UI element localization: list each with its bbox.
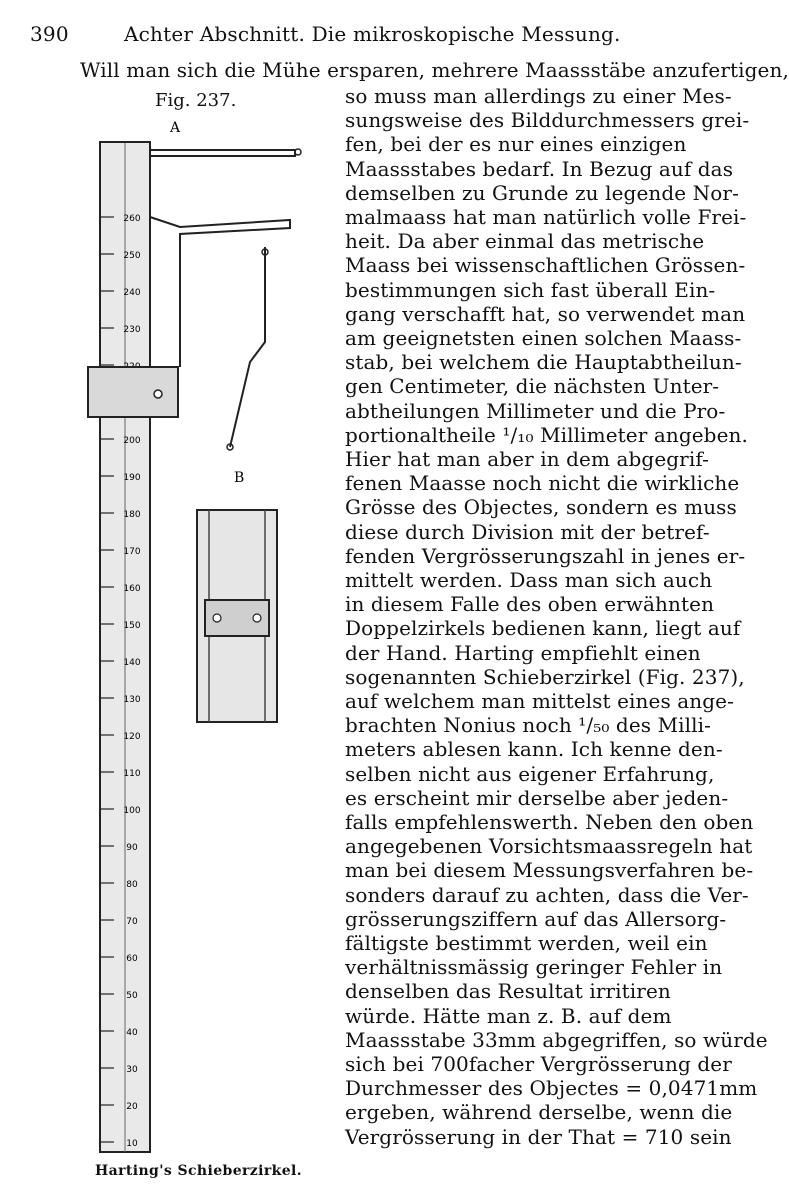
ruler-tick-label: 90 [126,843,138,853]
ruler-tick-label: 20 [126,1102,138,1112]
ruler-tick-label: 140 [123,658,141,668]
figure-caption: Harting's Schieberzirkel. [95,1163,303,1179]
text-line: gen Centimeter, die nächsten Unter- [345,374,720,399]
needle-arm [230,247,265,447]
text-line: sogenannten Schieberzirkel (Fig. 237), [345,664,745,689]
ruler-tick-label: 200 [123,436,141,446]
ruler-tick-label: 30 [126,1065,138,1075]
text-line: man bei diesem Messungsverfahren be- [345,858,754,883]
text-line: selben nicht aus eigener Erfahrung, [345,761,715,786]
text-line: Grösse des Objectes, sondern es muss [345,495,737,520]
ruler-tick-label: 260 [123,214,141,224]
ruler-tick-label: 110 [123,769,141,779]
text-line: Maass bei wissenschaftlichen Grössen- [345,253,746,278]
ruler-tick-label: 170 [123,547,141,557]
ruler-tick-label: 60 [126,954,138,964]
ruler-tick-label: 70 [126,917,138,927]
running-title: Achter Abschnitt. Die mikroskopische Messung. [124,22,621,46]
slider-screw [154,390,162,398]
text-line: stab, bei welchem die Hauptabtheilun- [345,350,742,375]
ruler-tick-label: 40 [126,1028,138,1038]
text-line: Durchmesser des Objectes = 0,0471mm [345,1076,758,1101]
schieberzirkel-illustration [80,112,330,1160]
text-line: angegebenen Vorsichtsmaassregeln hat [345,834,753,859]
text-line: in diesem Falle des oben erwähnten [345,592,715,617]
text-line: sich bei 700facher Vergrösserung der [345,1052,732,1076]
text-line: Doppelzirkels bedienen kann, liegt auf [345,616,741,641]
slider-block [88,367,178,417]
ruler-tick-label: 100 [123,806,141,816]
text-line: falls empfehlenswerth. Neben den oben [345,810,754,834]
page-number: 390 [30,22,69,46]
text-line: ergeben, während derselbe, wenn die [345,1100,733,1125]
text-line: Maassstabes bedarf. In Bezug auf das [345,156,734,181]
ruler-tick-label: 50 [126,991,138,1001]
text-line: der Hand. Harting empfiehlt einen [345,640,701,665]
text-line: auf welchem man mittelst eines ange- [345,689,734,713]
text-line: Hier hat man aber in dem abgegrif- [345,447,709,471]
text-line: portionaltheile ¹/₁₀ Millimeter angeben. [345,422,748,447]
text-line: fen, bei der es nur eines einzigen [345,132,687,157]
text-line: verhältnissmässig geringer Fehler in [345,955,723,980]
text-line: fenden Vergrösserungszahl in jenes er- [345,543,746,568]
text-line: meters ablesen kann. Ich kenne den- [345,737,723,762]
ruler-tick-label: 130 [123,695,141,705]
text-line: es erscheint mir derselbe aber jeden- [345,785,729,810]
ruler-tick-label: 150 [123,621,141,631]
ruler-tick-label: 180 [123,510,141,520]
text-line: Will man sich die Mühe ersparen, mehrere Maassstäbe anzufertigen, [80,58,789,82]
ruler-tick-label: 120 [123,732,141,742]
text-line: diese durch Division mit der betref- [345,519,710,544]
text-line: Vergrösserung in der That = 710 sein [345,1124,732,1149]
text-line: so muss man allerdings zu einer Mes- [345,84,732,108]
text-line: bestimmungen sich fast überall Ein- [345,277,716,302]
text-line: fältigste bestimmt werden, weil ein [345,931,708,955]
text-line: malmaass hat man natürlich volle Frei- [345,205,747,229]
text-line: demselben zu Grunde zu legende Nor- [345,180,739,205]
text-line: sungsweise des Bilddurchmessers grei- [345,108,750,133]
text-line: Maassstabe 33mm abgegriffen, so würde [345,1027,768,1052]
text-line: brachten Nonius noch ¹/₅₀ des Milli- [345,713,711,738]
caliper-drawing [80,112,330,1160]
text-line: abtheilungen Millimeter und die Pro- [345,398,726,423]
figure-letter-a: A [170,120,181,136]
figure-label: Fig. 237. [155,90,237,111]
text-line: denselben das Resultat irritiren [345,979,671,1004]
ruler-tick-label: 10 [126,1139,138,1149]
nonius-screw-right [253,614,261,622]
text-line: heit. Da aber einmal das metrische [345,229,705,254]
ruler-tick-label: 230 [123,325,141,335]
ruler-tick-label: 160 [123,584,141,594]
text-line: mittelt werden. Dass man sich auch [345,568,713,592]
text-line: am geeignetsten einen solchen Maass- [345,326,742,350]
text-line: gang verschafft hat, so verwendet man [345,301,746,326]
text-line: sonders darauf zu achten, dass die Ver- [345,882,749,907]
ruler-tick-label: 250 [123,251,141,261]
slider-arm [150,217,290,367]
ruler-tick-label: 80 [126,880,138,890]
text-line: grösserungsziffern auf das Allersorg- [345,906,727,931]
ruler-tick-label: 240 [123,288,141,298]
figure-letter-b: B [234,470,245,486]
ruler-tick-label: 190 [123,473,141,483]
text-line: fenen Maasse noch nicht die wirkliche [345,471,740,496]
nonius-screw-left [213,614,221,622]
page-header [30,22,650,48]
text-line: würde. Hätte man z. B. auf dem [345,1003,672,1028]
